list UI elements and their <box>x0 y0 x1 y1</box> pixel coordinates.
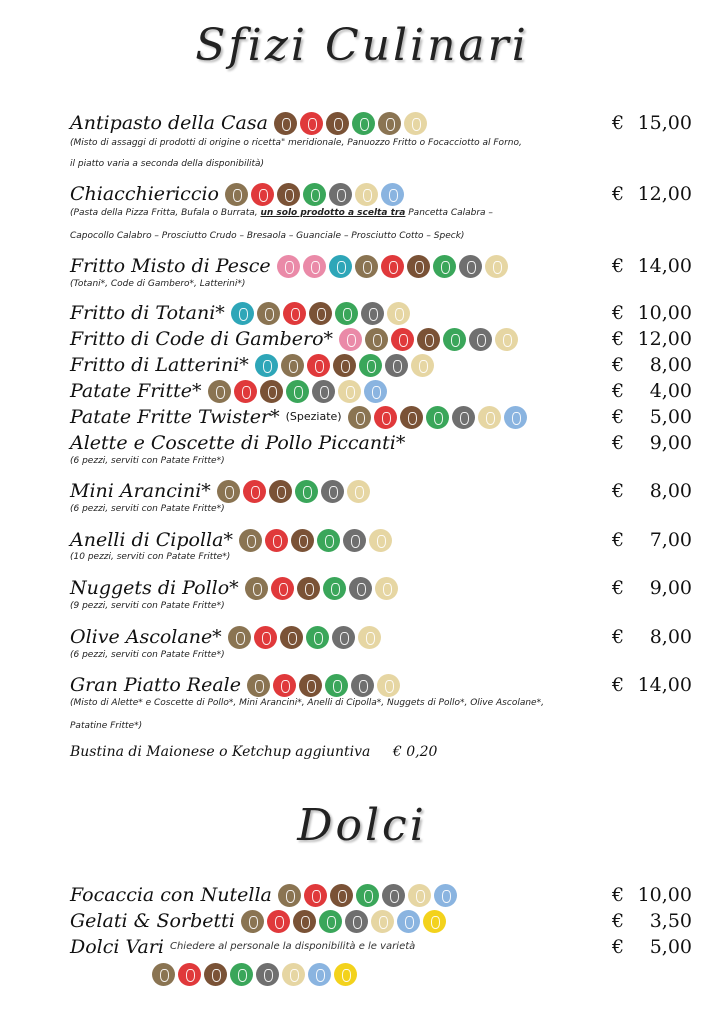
wheat-allergen-icon <box>152 963 175 986</box>
price-value: 9,00 <box>649 577 692 599</box>
dessert-name: Focaccia con Nutella <box>70 884 272 906</box>
allergen-icons <box>339 328 518 351</box>
dessert-name: Gelati & Sorbetti <box>70 910 235 932</box>
item-name: Antipasto della Casa <box>70 112 268 134</box>
wheat-allergen-icon <box>281 354 304 377</box>
gray-allergen-icon <box>452 406 475 429</box>
dessert-name-group <box>70 882 457 908</box>
price-value: 10,00 <box>637 302 692 324</box>
currency-symbol: € <box>612 529 625 551</box>
item-row <box>70 404 692 430</box>
item-price <box>612 300 692 326</box>
allergen-icons <box>255 354 434 377</box>
shrimp-allergen-icon <box>339 328 362 351</box>
item-price <box>612 352 692 378</box>
sauce-allergen-icon <box>495 328 518 351</box>
item-description: (9 pezzi, serviti con Patate Fritte*) <box>70 601 225 611</box>
red-allergen-icon <box>307 354 330 377</box>
dessert-price <box>612 934 692 960</box>
milk-allergen-icon <box>434 884 457 907</box>
item-name: Patate Fritte Twister* <box>70 406 280 428</box>
currency-symbol: € <box>612 112 625 134</box>
currency-symbol: € <box>612 910 625 932</box>
price-value: 12,00 <box>637 328 692 350</box>
wheat-allergen-icon <box>241 910 264 933</box>
dessert-availability-note: Chiedere al personale la disponibilità e le varietà <box>169 941 416 952</box>
dessert-name-group <box>70 934 415 960</box>
price-value: 8,00 <box>649 480 692 502</box>
egg-allergen-icon <box>334 963 357 986</box>
green-allergen-icon <box>426 406 449 429</box>
item-name: Fritto di Totani* <box>70 302 225 324</box>
nut-allergen-icon <box>333 354 356 377</box>
item-row <box>70 300 692 326</box>
currency-symbol: € <box>612 354 625 376</box>
red-allergen-icon <box>304 884 327 907</box>
price-value: 8,00 <box>649 354 692 376</box>
item-description: (6 pezzi, serviti con Patate Fritte*) <box>70 456 225 466</box>
green-allergen-icon <box>335 302 358 325</box>
price-value: 14,00 <box>637 255 692 277</box>
item-name: Fritto di Code di Gambero* <box>70 328 334 350</box>
wheat-allergen-icon <box>348 406 371 429</box>
price-value: 5,00 <box>649 406 692 428</box>
item-description <box>70 202 644 225</box>
currency-symbol: € <box>612 406 625 428</box>
sauce-allergen-icon <box>282 963 305 986</box>
currency-symbol: € <box>612 936 625 958</box>
gray-allergen-icon <box>382 884 405 907</box>
dessert-name-group <box>70 908 446 934</box>
green-allergen-icon <box>319 910 342 933</box>
wheat-allergen-icon <box>257 302 280 325</box>
milk-allergen-icon <box>364 380 387 403</box>
red-allergen-icon <box>234 380 257 403</box>
milk-allergen-icon <box>308 963 331 986</box>
price-value: 4,00 <box>649 380 692 402</box>
nut-allergen-icon <box>260 380 283 403</box>
wheat-allergen-icon <box>365 328 388 351</box>
allergen-icons <box>278 884 457 907</box>
wheat-allergen-icon <box>278 884 301 907</box>
item-description: (Misto di assaggi di prodotti di origine o ricetta" meridionale, Panuozzo Fritto o Focacciotto al Forno, <box>70 138 522 148</box>
fish-allergen-icon <box>231 302 254 325</box>
sauce-allergen-icon <box>387 302 410 325</box>
item-note: (Speziate) <box>285 410 342 423</box>
price-value: 8,00 <box>649 626 692 648</box>
item-name: Anelli di Cipolla* <box>70 529 233 551</box>
nut-allergen-icon <box>417 328 440 351</box>
currency-symbol: € <box>612 380 625 402</box>
currency-symbol: € <box>612 674 625 696</box>
currency-symbol: € <box>612 255 625 277</box>
currency-symbol: € <box>612 884 625 906</box>
page-title: Sfizi Culinari <box>195 20 529 71</box>
nut-allergen-icon <box>293 910 316 933</box>
item-name: Olive Ascolane* <box>70 626 222 648</box>
currency-symbol: € <box>612 302 625 324</box>
dessert-title: Dolci <box>297 800 427 851</box>
gray-allergen-icon <box>256 963 279 986</box>
milk-allergen-icon <box>397 910 420 933</box>
item-description: (Totani*, Code di Gambero*, Latterini*) <box>70 279 246 289</box>
item-name-group <box>70 352 434 378</box>
item-name: Gran Piatto Reale <box>70 674 241 696</box>
extra-note <box>70 744 437 760</box>
item-name: Nuggets di Pollo* <box>70 577 239 599</box>
red-allergen-icon <box>267 910 290 933</box>
item-name-group <box>70 300 410 326</box>
item-name: Fritto Misto di Pesce <box>70 255 271 277</box>
price-value: 15,00 <box>637 112 692 134</box>
desc-emphasis: un solo prodotto a scelta tra <box>260 208 406 218</box>
allergen-icons <box>208 380 387 403</box>
item-name: Chiacchiericcio <box>70 183 219 205</box>
item-description: il piatto varia a seconda della disponibilità) <box>70 159 265 169</box>
price-value: 9,00 <box>649 432 692 454</box>
red-allergen-icon <box>374 406 397 429</box>
item-description: (6 pezzi, serviti con Patate Fritte*) <box>70 504 225 514</box>
price-value: 14,00 <box>637 674 692 696</box>
gray-allergen-icon <box>345 910 368 933</box>
price-value: 7,00 <box>649 529 692 551</box>
item-name-group <box>70 378 387 404</box>
sauce-allergen-icon <box>371 910 394 933</box>
wheat-allergen-icon <box>208 380 231 403</box>
dessert-price <box>612 908 692 934</box>
red-allergen-icon <box>391 328 414 351</box>
item-name: Alette e Coscette di Pollo Piccanti* <box>70 432 406 454</box>
extra-note-price: € 0,20 <box>392 744 438 760</box>
dessert-name: Dolci Vari <box>70 936 164 958</box>
item-row <box>70 352 692 378</box>
currency-symbol: € <box>612 432 625 454</box>
price-value: 12,00 <box>637 183 692 205</box>
item-name: Mini Arancini* <box>70 480 211 502</box>
item-name: Patate Fritte* <box>70 380 202 402</box>
allergen-icons <box>241 910 446 933</box>
item-description: Capocollo Calabro – Prosciutto Crudo – Bresaola – Guanciale – Prosciutto Cotto – Speck) <box>70 231 465 241</box>
item-name-group <box>70 326 518 352</box>
dessert-price <box>612 882 692 908</box>
item-row <box>70 378 692 404</box>
item-description: (10 pezzi, serviti con Patate Fritte*) <box>70 552 231 562</box>
item-name: Fritto di Latterini* <box>70 354 249 376</box>
allergen-icons <box>348 406 527 429</box>
green-allergen-icon <box>356 884 379 907</box>
item-description: (6 pezzi, serviti con Patate Fritte*) <box>70 650 225 660</box>
sauce-allergen-icon <box>411 354 434 377</box>
red-allergen-icon <box>178 963 201 986</box>
price-value: 10,00 <box>637 884 692 906</box>
gray-allergen-icon <box>361 302 384 325</box>
green-allergen-icon <box>443 328 466 351</box>
item-description: (Misto di Alette* e Coscette di Pollo*, Mini Arancini*, Anelli di Cipolla*, Nuggets di Pollo*, Olive Ascolane*, <box>70 698 544 708</box>
sauce-allergen-icon <box>478 406 501 429</box>
green-allergen-icon <box>230 963 253 986</box>
nut-allergen-icon <box>309 302 332 325</box>
item-price <box>612 326 692 352</box>
item-price <box>612 378 692 404</box>
milk-allergen-icon <box>504 406 527 429</box>
nut-allergen-icon <box>204 963 227 986</box>
nut-allergen-icon <box>400 406 423 429</box>
desc-part: (Pasta della Pizza Fritta, Bufala o Burrata, <box>70 208 261 218</box>
item-description: Patatine Fritte*) <box>70 721 143 731</box>
dolci-vari-allergen-icons <box>152 963 357 986</box>
dessert-row <box>70 908 692 934</box>
price-value: 3,50 <box>649 910 692 932</box>
egg-allergen-icon <box>423 910 446 933</box>
item-name-group <box>70 404 527 430</box>
nut-allergen-icon <box>330 884 353 907</box>
currency-symbol: € <box>612 577 625 599</box>
currency-symbol: € <box>612 626 625 648</box>
extra-note-text: Bustina di Maionese o Ketchup aggiuntiva <box>70 744 371 760</box>
item-price <box>612 404 692 430</box>
sauce-allergen-icon <box>338 380 361 403</box>
dessert-row <box>70 882 692 908</box>
green-allergen-icon <box>359 354 382 377</box>
sauce-allergen-icon <box>408 884 431 907</box>
red-allergen-icon <box>283 302 306 325</box>
currency-symbol: € <box>612 183 625 205</box>
gray-allergen-icon <box>385 354 408 377</box>
fish-allergen-icon <box>255 354 278 377</box>
allergen-icons <box>231 302 410 325</box>
dessert-row <box>70 934 692 960</box>
item-row <box>70 326 692 352</box>
currency-symbol: € <box>612 328 625 350</box>
price-value: 5,00 <box>649 936 692 958</box>
gray-allergen-icon <box>469 328 492 351</box>
gray-allergen-icon <box>312 380 335 403</box>
desc-part: Pancetta Calabra – <box>405 208 493 218</box>
green-allergen-icon <box>286 380 309 403</box>
currency-symbol: € <box>612 480 625 502</box>
